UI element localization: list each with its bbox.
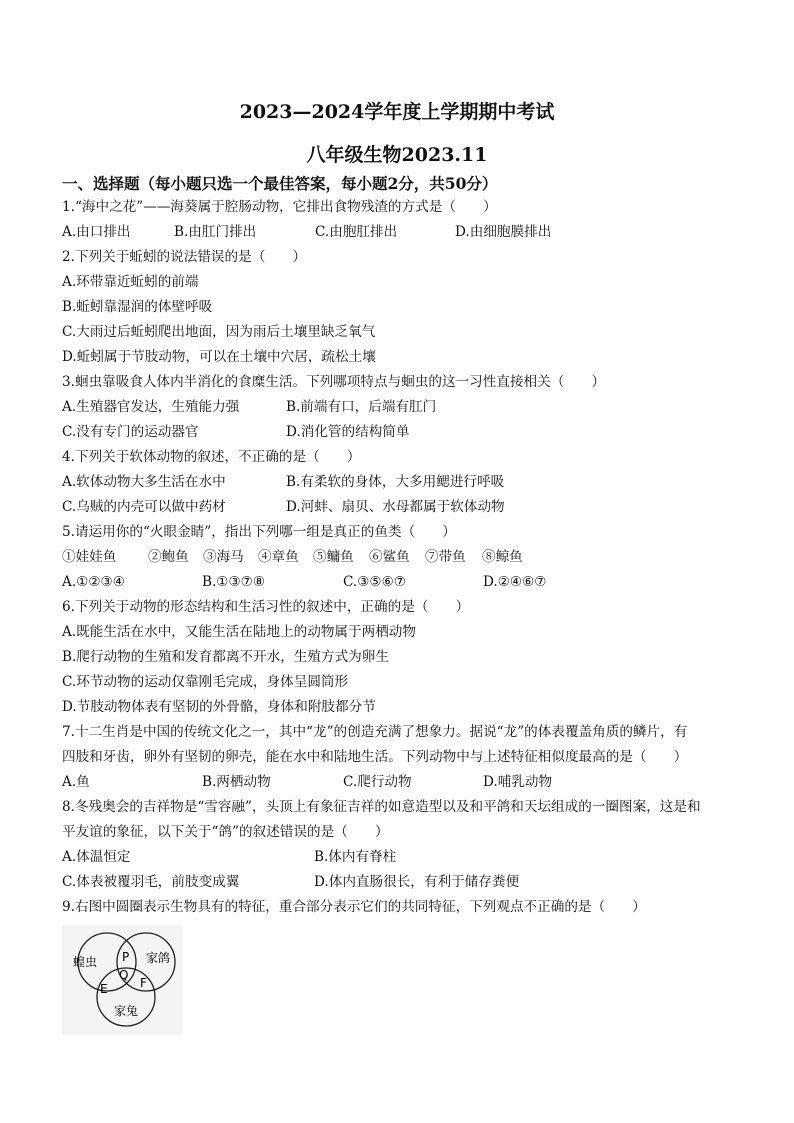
- q5-item-5: ⑤鳙鱼: [313, 549, 354, 565]
- exam-title: 2023—2024学年度上学期期中考试: [239, 101, 555, 123]
- q2-option-b: B.蚯蚓靠湿润的体壁呼吸: [62, 299, 213, 315]
- q3-option-b: B.前端有口，后端有肛门: [286, 399, 437, 415]
- q3-option-c: C.没有专门的运动器官: [62, 424, 199, 440]
- q8-option-a: A.体温恒定: [62, 849, 131, 865]
- venn-region-e: E: [100, 982, 108, 996]
- q5-option-b: B.①③⑦⑧: [202, 574, 266, 590]
- question-6-stem: 6.下列关于动物的形态结构和生活习性的叙述中，正确的是（ ）: [62, 599, 470, 615]
- q1-option-c: C.由胞肛排出: [315, 224, 398, 240]
- question-9-stem: 9.右图中圆圈表示生物具有的特征，重合部分表示它们的共同特征，下列观点不正确的是（ ）: [62, 899, 646, 915]
- q5-option-d: D.②④⑥⑦: [483, 574, 547, 590]
- q5-item-8: ⑧鲸鱼: [482, 549, 523, 565]
- q2-option-a: A.环带靠近蚯蚓的前端: [62, 274, 199, 290]
- q5-item-1: ①娃娃鱼: [62, 549, 117, 565]
- q2-option-d: D.蚯蚓属于节肢动物，可以在土壤中穴居，疏松土壤: [62, 349, 376, 365]
- venn-region-p: P: [122, 950, 130, 964]
- q6-option-b: B.爬行动物的生殖和发育都离不开水，生殖方式为卵生: [62, 649, 389, 665]
- q1-option-a: A.由口排出: [62, 224, 131, 240]
- q3-option-d: D.消化管的结构简单: [286, 424, 410, 440]
- q2-option-c: C.大雨过后蚯蚓爬出地面，因为雨后土壤里缺乏氧气: [62, 324, 376, 340]
- q6-option-d: D.节肢动物体表有坚韧的外骨骼，身体和附肢都分节: [62, 699, 376, 715]
- q5-item-6: ⑥鲨鱼: [369, 549, 410, 565]
- q5-item-7: ⑦带鱼: [425, 549, 466, 565]
- question-1-stem: 1.“海中之花”——海葵属于腔肠动物，它排出食物残渣的方式是（ ）: [62, 199, 497, 215]
- question-2-stem: 2.下列关于蚯蚓的说法错误的是（ ）: [62, 249, 307, 265]
- question-8-stem-line-1: 8.冬残奥会的吉祥物是“雪容融”，头顶上有象征吉祥的如意造型以及和平鸽和天坛组成的一圈图案，这是和: [62, 799, 701, 815]
- q1-option-d: D.由细胞膜排出: [455, 224, 552, 240]
- q4-option-d: D.河蚌、扇贝、水母都属于软体动物: [286, 499, 505, 515]
- q3-option-a: A.生殖器官发达，生殖能力强: [62, 399, 240, 415]
- question-3-stem: 3.蛔虫靠吸食人体内半消化的食糜生活。下列哪项特点与蛔虫的这一习性直接相关（ ）: [62, 374, 606, 390]
- q7-option-d: D.哺乳动物: [483, 774, 553, 790]
- q5-item-2: ②鲍鱼: [148, 549, 189, 565]
- q7-option-c: C.爬行动物: [343, 774, 412, 790]
- q8-option-d: D.体内直肠很长，有利于储存粪便: [314, 874, 520, 890]
- q1-option-b: B.由肛门排出: [174, 224, 257, 240]
- question-8-stem-line-2: 平友谊的象征，以下关于“鸽”的叙述错误的是（ ）: [62, 824, 389, 840]
- q8-option-c: C.体表被覆羽毛，前肢变成翼: [62, 874, 240, 890]
- q4-option-c: C.乌贼的内壳可以做中药材: [62, 499, 226, 515]
- venn-label-rabbit: 家兔: [114, 1004, 139, 1018]
- venn-svg: [62, 925, 182, 1035]
- q7-option-a: A.鱼: [62, 774, 90, 790]
- venn-region-f: F: [140, 976, 147, 990]
- venn-region-q: Q: [119, 968, 129, 982]
- section-heading: 一、选择题（每小题只选一个最佳答案，每小题2分，共50分）: [62, 174, 498, 193]
- q5-item-4: ④章鱼: [258, 549, 299, 565]
- q5-item-3: ③海马: [203, 549, 244, 565]
- exam-subtitle: 八年级生物2023.11: [306, 144, 488, 166]
- question-7-stem-line-2: 四肢和牙齿，卵外有坚韧的卵壳，能在水中和陆地生活。下列动物中与上述特征相似度最高的是（ ）: [62, 749, 688, 765]
- venn-label-locust: 蝗虫: [73, 955, 98, 969]
- q7-option-b: B.两栖动物: [202, 774, 271, 790]
- question-5-stem: 5.请运用你的“火眼金睛”，指出下列哪一组是真正的鱼类（ ）: [62, 524, 456, 540]
- q5-option-a: A.①②③④: [62, 574, 125, 590]
- q4-option-b: B.有柔软的身体，大多用鳃进行呼吸: [286, 474, 505, 490]
- question-4-stem: 4.下列关于软体动物的叙述，不正确的是（ ）: [62, 449, 361, 465]
- q8-option-b: B.体内有脊柱: [314, 849, 397, 865]
- question-7-stem-line-1: 7.十二生肖是中国的传统文化之一，其中“龙”的创造充满了想象力。据说“龙”的体表覆盖角质的鳞片，有: [62, 724, 688, 740]
- q6-option-a: A.既能生活在水中，又能生活在陆地上的动物属于两栖动物: [62, 624, 416, 640]
- venn-diagram: [62, 925, 182, 1035]
- venn-label-pigeon: 家鸽: [146, 951, 171, 965]
- q5-option-c: C.③⑤⑥⑦: [343, 574, 406, 590]
- q4-option-a: A.软体动物大多生活在水中: [62, 474, 226, 490]
- q6-option-c: C.环节动物的运动仅靠刚毛完成，身体呈圆筒形: [62, 674, 349, 690]
